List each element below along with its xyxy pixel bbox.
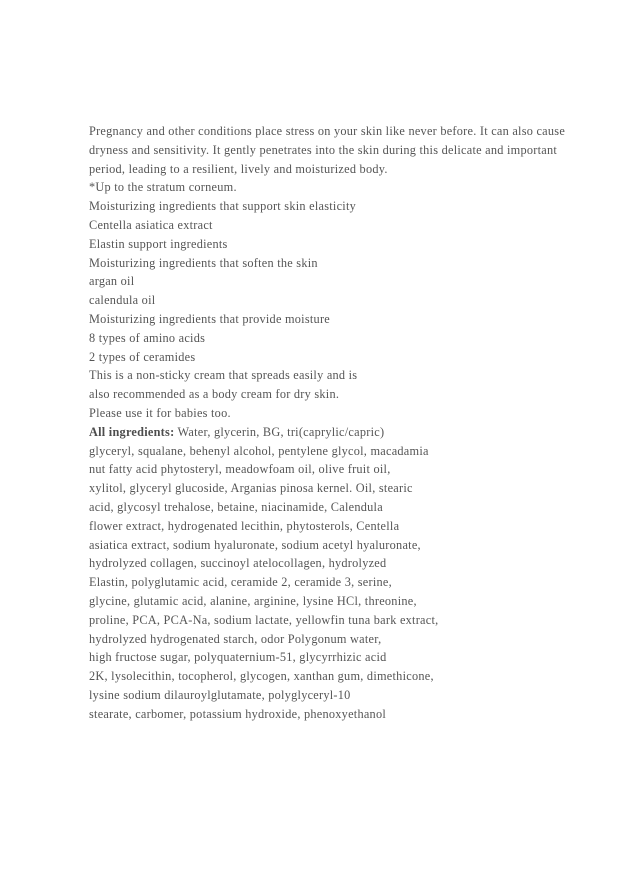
body-text <box>89 122 566 724</box>
text-line: proline, PCA, PCA-Na, sodium lactate, yellowfin tuna bark extract, <box>89 612 439 627</box>
text-line: Elastin support ingredients <box>89 236 228 251</box>
text-line: acid, glycosyl trehalose, betaine, niacinamide, Calendula <box>89 499 383 514</box>
text-line: glyceryl, squalane, behenyl alcohol, pentylene glycol, macadamia <box>89 443 429 458</box>
all-ingredients-label: All ingredients: <box>89 424 175 439</box>
text-line: Moisturizing ingredients that provide moisture <box>89 311 331 326</box>
text-line: Pregnancy and other conditions place stress on your skin like never before. It can also cause <box>89 124 566 138</box>
text-line: 2 types of ceramides <box>89 349 196 364</box>
text-line: All ingredients: Water, glycerin, BG, tri(caprylic/capric) <box>89 424 385 439</box>
text-line: xylitol, glyceryl glucoside, Arganias pinosa kernel. Oil, stearic <box>89 481 413 496</box>
text-line: This is a non-sticky cream that spreads easily and is <box>89 368 358 383</box>
text-line: lysine sodium dilauroylglutamate, polyglyceryl-10 <box>89 687 351 702</box>
text-line: Moisturizing ingredients that soften the skin <box>89 255 318 270</box>
text-line: Elastin, polyglutamic acid, ceramide 2, ceramide 3, serine, <box>89 575 392 590</box>
text-line: glycine, glutamic acid, alanine, arginine, lysine HCl, threonine, <box>89 593 417 608</box>
text-line: stearate, carbomer, potassium hydroxide, phenoxyethanol <box>89 706 387 721</box>
text-line: flower extract, hydrogenated lecithin, phytosterols, Centella <box>89 518 400 533</box>
text-line: Moisturizing ingredients that support skin elasticity <box>89 199 357 214</box>
text-line: 2K, lysolecithin, tocopherol, glycogen, xanthan gum, dimethicone, <box>89 669 434 684</box>
text-line: 8 types of amino acids <box>89 330 206 345</box>
text-line: *Up to the stratum corneum. <box>89 180 237 195</box>
text-line: high fructose sugar, polyquaternium-51, glycyrrhizic acid <box>89 650 387 665</box>
text-line: Centella asiatica extract <box>89 217 213 232</box>
text-line: nut fatty acid phytosteryl, meadowfoam oil, olive fruit oil, <box>89 462 391 477</box>
text-line: dryness and sensitivity. It gently penetrates into the skin during this delicate and important <box>89 142 558 157</box>
text-line: argan oil <box>89 274 135 289</box>
text-line: hydrolyzed collagen, succinoyl atelocollagen, hydrolyzed <box>89 556 387 571</box>
text-line: hydrolyzed hydrogenated starch, odor Polygonum water, <box>89 631 382 646</box>
text-line: Please use it for babies too. <box>89 405 231 420</box>
text-line: asiatica extract, sodium hyaluronate, sodium acetyl hyaluronate, <box>89 537 421 552</box>
text-line: period, leading to a resilient, lively and moisturized body. <box>89 161 388 176</box>
text-line: calendula oil <box>89 293 156 308</box>
text-line: also recommended as a body cream for dry skin. <box>89 387 340 402</box>
